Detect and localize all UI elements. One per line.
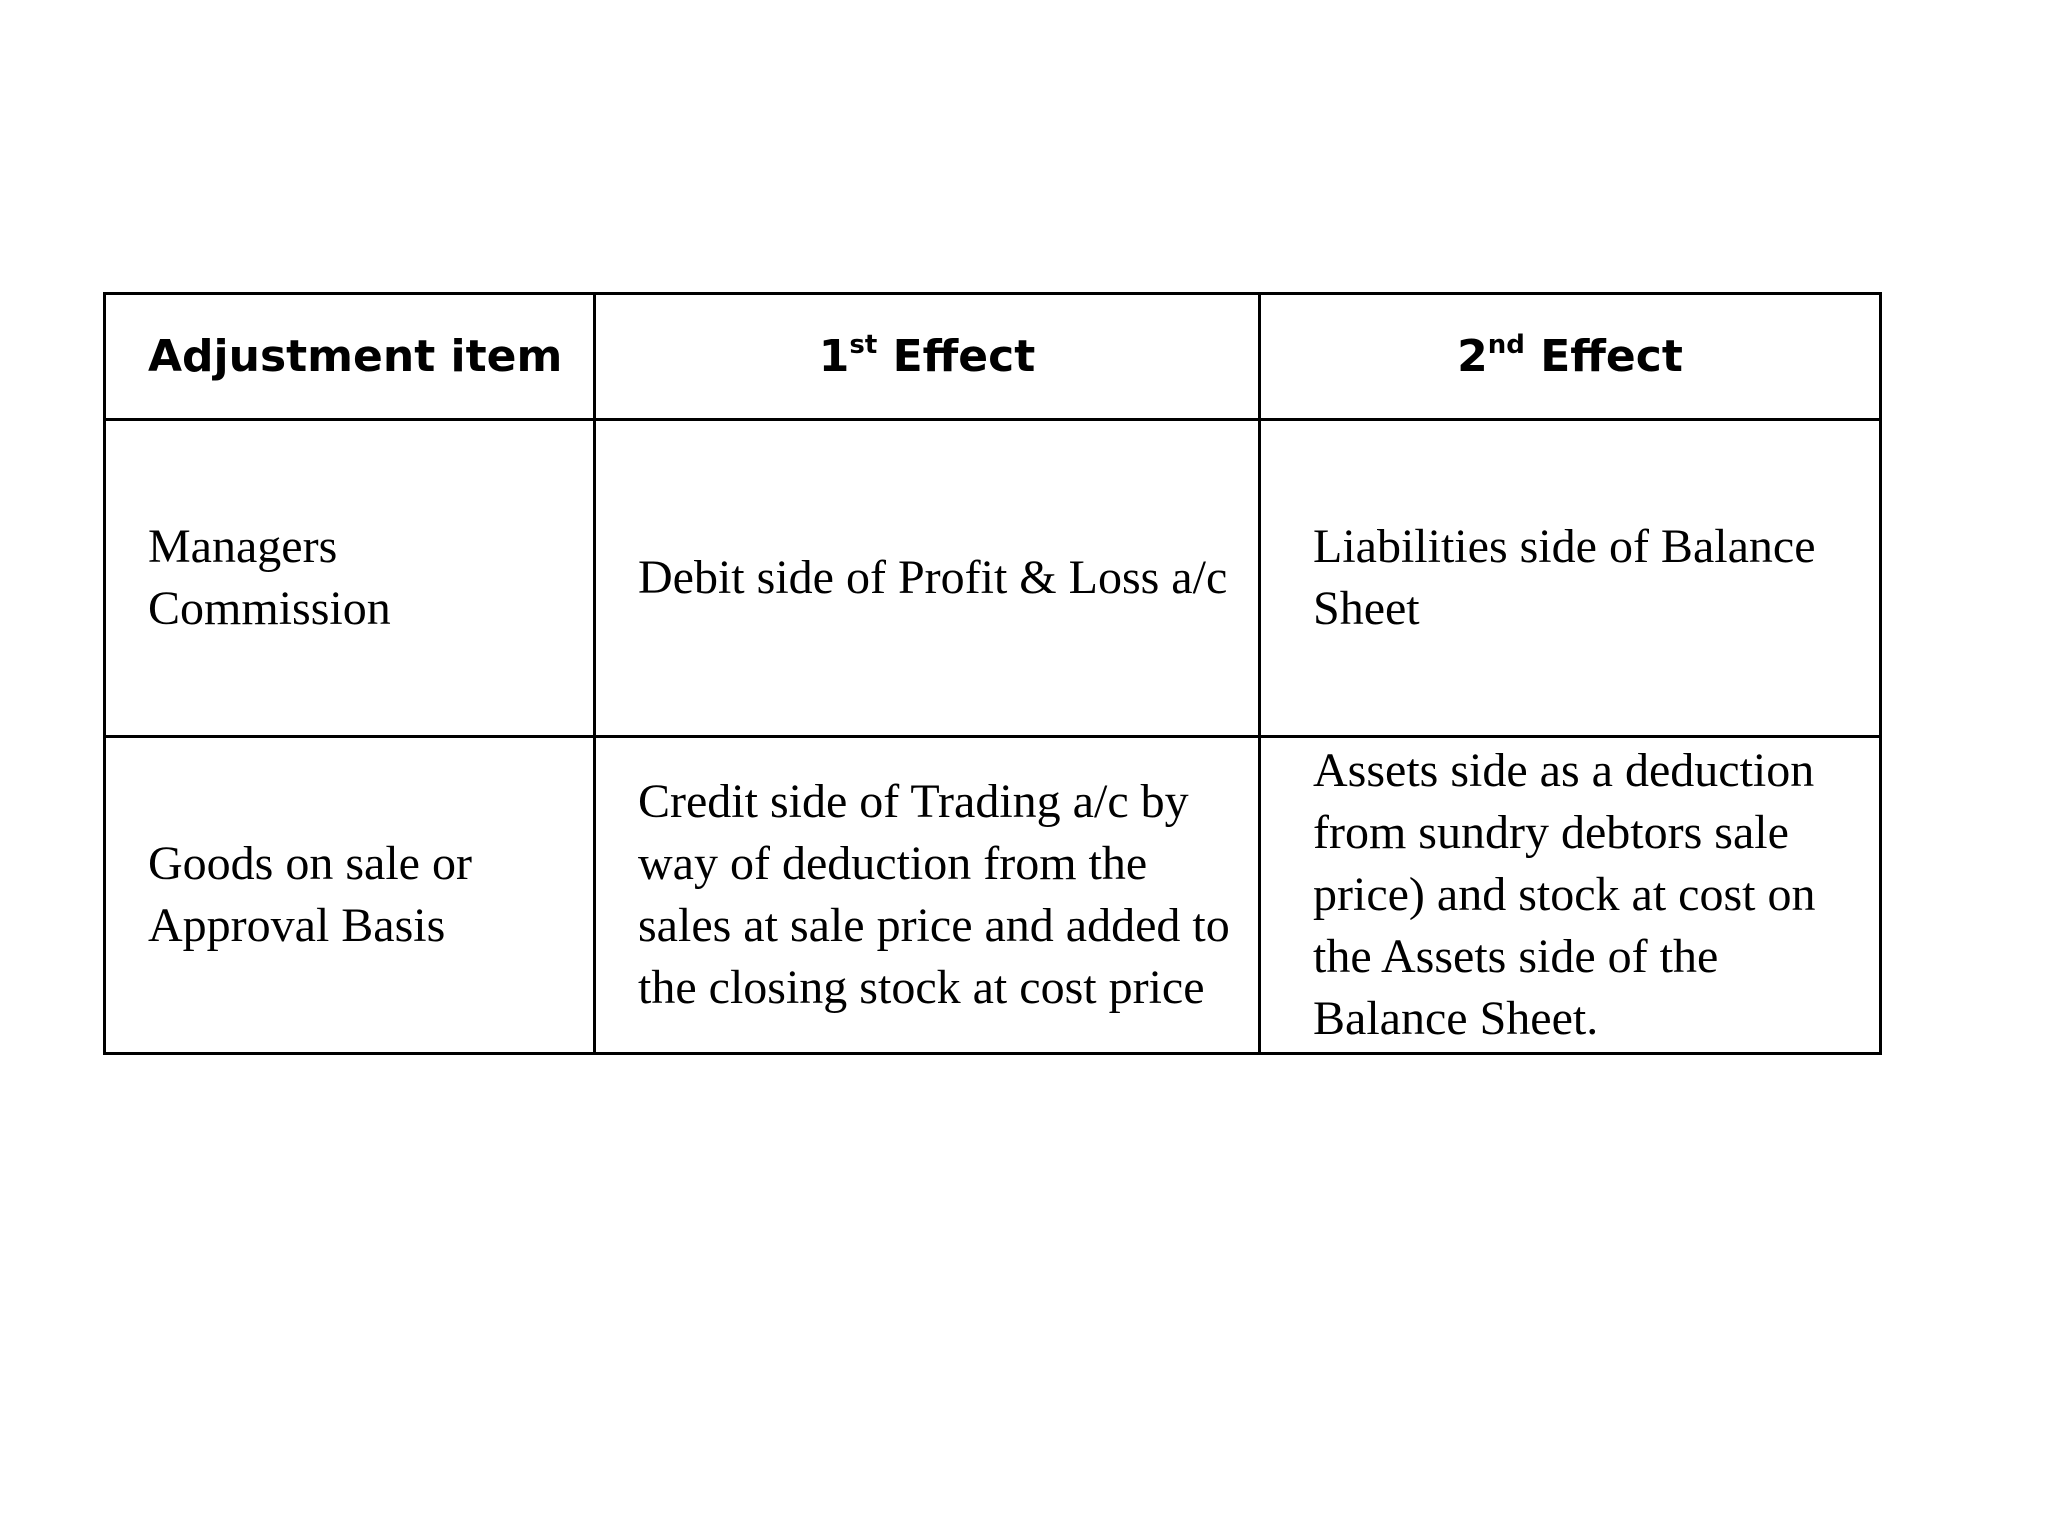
cell-first-effect: Credit side of Trading a/c by way of deduction from the sales at sale price and added to the closing stock at cost price xyxy=(595,737,1260,1054)
header-first-effect: 1st Effect xyxy=(595,294,1260,420)
cell-first-effect: Debit side of Profit & Loss a/c xyxy=(595,420,1260,737)
table-row xyxy=(105,420,1881,737)
header-second-effect: 2nd Effect xyxy=(1260,294,1881,420)
table-header-row xyxy=(105,294,1881,420)
cell-item: Goods on sale or Approval Basis xyxy=(105,737,595,1054)
table-row xyxy=(105,737,1881,1054)
cell-item: Managers Commission xyxy=(105,420,595,737)
header-second-effect-sup: nd xyxy=(1487,330,1525,360)
header-first-effect-sup: st xyxy=(849,330,878,360)
adjustment-table xyxy=(103,292,1882,1055)
cell-second-effect: Liabilities side of Balance Sheet xyxy=(1260,420,1881,737)
cell-second-effect: Assets side as a deduction from sundry debtors sale price) and stock at cost on the Assets side of the Balance Sheet. xyxy=(1260,737,1881,1054)
header-adjustment-item: Adjustment item xyxy=(105,294,595,420)
